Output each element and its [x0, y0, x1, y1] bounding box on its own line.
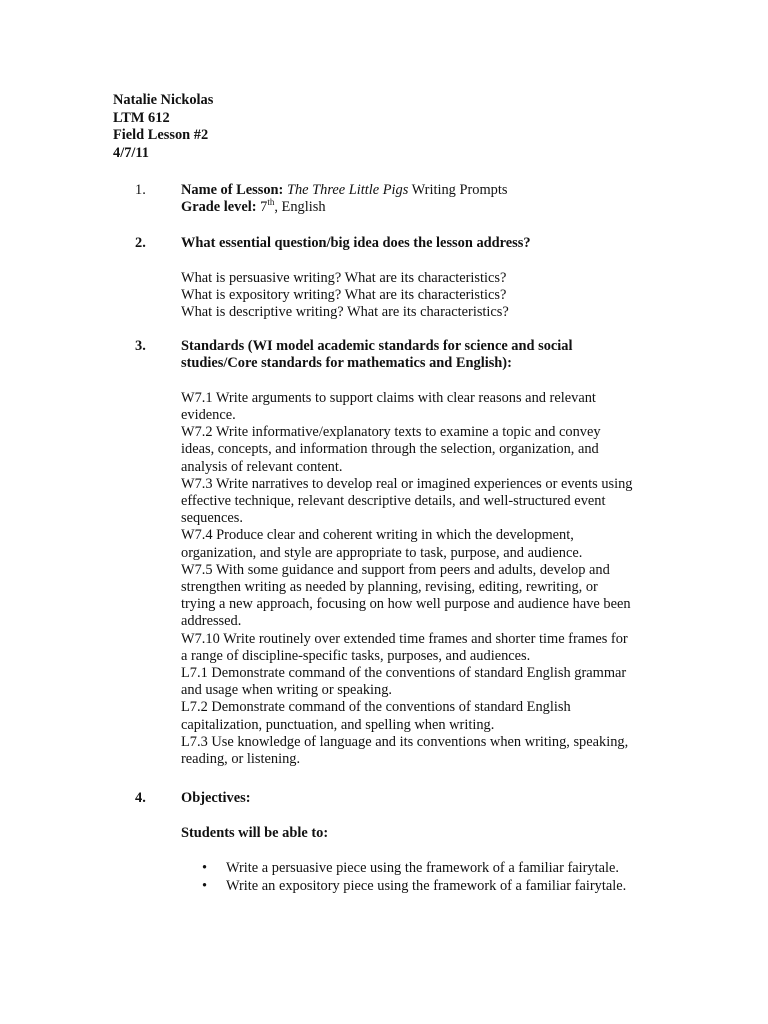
- section-4-content: [181, 790, 661, 842]
- standard-text-line: reading, or listening.: [181, 751, 301, 768]
- standard-text-line: a range of discipline-specific tasks, purposes, and audiences.: [181, 647, 531, 664]
- section-1-content: [181, 182, 661, 216]
- standard-text-line: W7.4 Produce clear and coherent writing in which the development,: [181, 527, 574, 544]
- standard-text-line: L7.2 Demonstrate command of the conventions of standard English: [181, 699, 571, 716]
- section-number: 3.: [135, 338, 146, 354]
- grade-level-line: [181, 199, 661, 216]
- standard-text-line: organization, and style are appropriate to task, purpose, and audience.: [181, 544, 583, 561]
- standard-text-line: L7.3 Use knowledge of language and its conventions when writing, speaking,: [181, 733, 629, 750]
- document-header: [113, 92, 213, 162]
- author-name: Natalie Nickolas: [113, 92, 214, 108]
- standard-text-line: W7.3 Write narratives to develop real or imagined experiences or events using: [181, 475, 633, 492]
- objectives-list: [0, 860, 768, 895]
- standards-heading-line: Standards (WI model academic standards for science and social: [181, 338, 573, 354]
- standard-text-line: ideas, concepts, and information through the selection, organization, and: [181, 441, 599, 458]
- standard-text-line: strengthen writing as needed by planning, revising, editing, rewriting, or: [181, 579, 598, 596]
- lesson-title: The Three Little Pigs: [286, 182, 409, 198]
- objective-text: Write a persuasive piece using the framework of a familiar fairytale.: [226, 860, 619, 876]
- standard-text-line: and usage when writing or speaking.: [181, 682, 393, 699]
- section-3-content: [181, 338, 681, 768]
- grade-level-subject: , English: [274, 199, 326, 216]
- grade-level-label: Grade level:: [181, 199, 257, 216]
- essential-question-heading: What essential question/big idea does the lesson address?: [181, 235, 531, 251]
- standard-text-line: W7.1 Write arguments to support claims with clear reasons and relevant: [181, 389, 596, 406]
- standard-text-line: evidence.: [181, 407, 236, 423]
- standard-text-line: sequences.: [181, 510, 243, 527]
- essential-question: What is persuasive writing? What are its characteristics?: [181, 269, 507, 286]
- standard-text-line: capitalization, punctuation, and spelling when writing.: [181, 716, 495, 733]
- bullet-icon: •: [202, 877, 208, 894]
- standard-text-line: W7.2 Write informative/explanatory texts to examine a topic and convey: [181, 424, 601, 441]
- grade-level-ordinal: th: [267, 197, 275, 208]
- standard-text-line: W7.10 Write routinely over extended time frames and shorter time frames for: [181, 630, 628, 647]
- objectives-heading: Objectives:: [181, 790, 251, 806]
- essential-question: What is expository writing? What are its characteristics?: [181, 286, 507, 303]
- bullet-icon: •: [202, 860, 208, 876]
- section-2-content: [181, 235, 661, 321]
- standard-text-line: W7.5 With some guidance and support from peers and adults, develop and: [181, 561, 610, 578]
- section-number: 2.: [135, 235, 146, 251]
- list-item: [0, 860, 768, 878]
- objectives-subheading: Students will be able to:: [181, 824, 329, 841]
- lesson-name-label: Name of Lesson:: [181, 182, 284, 198]
- objective-text: Write an expository piece using the framework of a familiar fairytale.: [226, 877, 627, 894]
- standard-text-line: effective technique, relevant descriptive details, and well-structured event: [181, 493, 606, 510]
- lesson-name-line: [181, 182, 661, 199]
- standard-text-line: analysis of relevant content.: [181, 458, 343, 475]
- essential-question: What is descriptive writing? What are its characteristics?: [181, 304, 509, 320]
- standard-text-line: addressed.: [181, 613, 242, 630]
- section-number: 1.: [135, 182, 146, 198]
- standard-text-line: L7.1 Demonstrate command of the conventions of standard English grammar: [181, 665, 627, 682]
- course-code: LTM 612: [113, 109, 170, 126]
- lesson-title-suffix: Writing Prompts: [408, 182, 508, 198]
- lesson-label: Field Lesson #2: [113, 127, 209, 144]
- list-item: [0, 878, 768, 896]
- standards-heading-line: studies/Core standards for mathematics and English):: [181, 355, 512, 372]
- section-number: 4.: [135, 790, 146, 806]
- grade-level-value: 7: [256, 199, 268, 216]
- standard-text-line: trying a new approach, focusing on how well purpose and audience have been: [181, 596, 631, 613]
- document-date: 4/7/11: [113, 144, 149, 161]
